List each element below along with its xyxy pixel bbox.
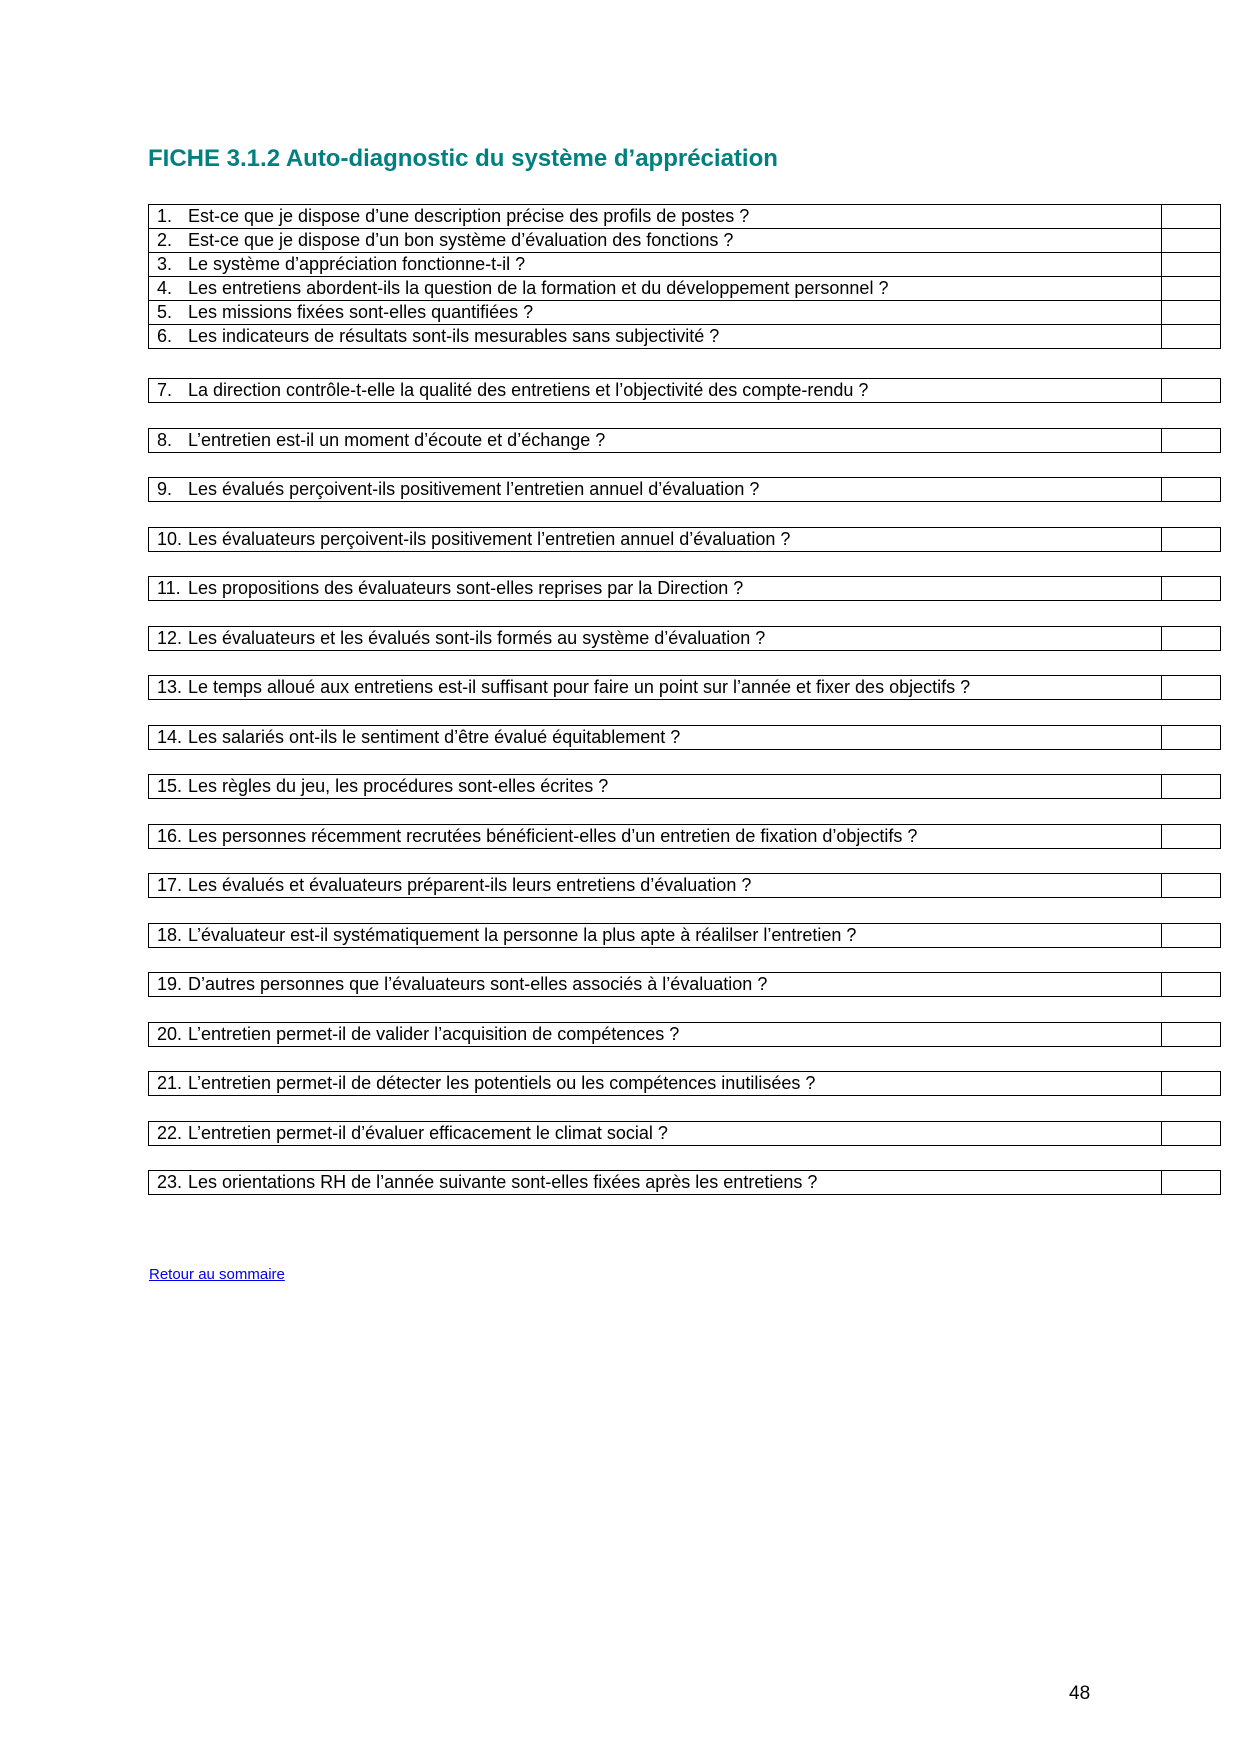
question-number: 3. — [157, 254, 173, 274]
answer-cell[interactable] — [1162, 205, 1221, 229]
question-table — [148, 1022, 1221, 1047]
question-cell — [149, 874, 1162, 898]
table-row — [149, 824, 1221, 848]
question-text: Les entretiens abordent-ils la question de la formation et du développement personnel ? — [188, 278, 889, 298]
question-cell — [149, 277, 1162, 301]
table-row — [149, 478, 1221, 502]
question-text: L’entretien permet-il de détecter les potentiels ou les compétences inutilisées ? — [188, 1073, 816, 1093]
question-text: La direction contrôle-t-elle la qualité des entretiens et l’objectivité des compte-rendu ? — [188, 380, 869, 400]
question-number: 9. — [157, 479, 173, 499]
table-row — [149, 253, 1221, 277]
answer-cell[interactable] — [1162, 325, 1221, 349]
table-row — [149, 973, 1221, 997]
question-text: L’évaluateur est-il systématiquement la personne la plus apte à réalilser l’entretien ? — [188, 924, 857, 945]
answer-cell[interactable] — [1162, 527, 1221, 551]
table-row — [149, 1121, 1221, 1145]
table-row — [149, 725, 1221, 749]
page-number: 48 — [1069, 1683, 1091, 1704]
question-cell — [149, 824, 1162, 848]
question-number: 21. — [157, 1073, 183, 1093]
answer-cell[interactable] — [1162, 874, 1221, 898]
question-number: 7. — [157, 380, 173, 400]
table-row — [149, 676, 1221, 700]
answer-cell[interactable] — [1162, 725, 1221, 749]
question-number: 17. — [157, 875, 183, 895]
answer-cell[interactable] — [1162, 1072, 1221, 1096]
table-row — [149, 775, 1221, 799]
question-table — [148, 428, 1221, 453]
answer-cell[interactable] — [1162, 428, 1221, 452]
answer-cell[interactable] — [1162, 379, 1221, 403]
question-number: 20. — [157, 1023, 183, 1044]
question-table — [148, 626, 1221, 651]
question-text: Les évaluateurs perçoivent-ils positivement l’entretien annuel d’évaluation ? — [188, 528, 791, 549]
question-table — [148, 576, 1221, 601]
question-text: Est-ce que je dispose d’un bon système d’évaluation des fonctions ? — [188, 230, 734, 250]
question-text: Les orientations RH de l’année suivante sont-elles fixées après les entretiens ? — [188, 1172, 818, 1192]
table-row — [149, 379, 1221, 403]
question-text: Les indicateurs de résultats sont-ils mesurables sans subjectivité ? — [188, 326, 720, 346]
question-cell — [149, 527, 1162, 551]
question-cell — [149, 973, 1162, 997]
question-cell — [149, 1121, 1162, 1145]
question-table — [148, 527, 1221, 552]
question-number: 2. — [157, 230, 173, 250]
answer-cell[interactable] — [1162, 824, 1221, 848]
question-cell — [149, 379, 1162, 403]
answer-cell[interactable] — [1162, 277, 1221, 301]
question-cell — [149, 626, 1162, 650]
question-cell — [149, 676, 1162, 700]
question-table — [148, 923, 1221, 948]
question-table — [148, 873, 1221, 898]
table-row — [149, 428, 1221, 452]
answer-cell[interactable] — [1162, 577, 1221, 601]
question-text: Les évaluateurs et les évalués sont-ils formés au système d’évaluation ? — [188, 627, 766, 648]
question-cell — [149, 301, 1162, 325]
question-cell — [149, 478, 1162, 502]
answer-cell[interactable] — [1162, 923, 1221, 947]
table-row — [149, 874, 1221, 898]
answer-cell[interactable] — [1162, 253, 1221, 277]
answer-cell[interactable] — [1162, 229, 1221, 253]
table-row — [149, 1072, 1221, 1096]
question-cell — [149, 325, 1162, 349]
question-text: Les personnes récemment recrutées bénéficient-elles d’un entretien de fixation d’objectifs ? — [188, 825, 918, 846]
table-row — [149, 527, 1221, 551]
question-cell — [149, 1171, 1162, 1195]
answer-cell[interactable] — [1162, 676, 1221, 700]
table-row — [149, 923, 1221, 947]
question-number: 19. — [157, 974, 183, 994]
page-title: FICHE 3.1.2 Auto-diagnostic du système d’appréciation — [148, 145, 778, 172]
answer-cell[interactable] — [1162, 1171, 1221, 1195]
question-number: 23. — [157, 1172, 183, 1192]
question-text: Les évalués et évaluateurs préparent-ils leurs entretiens d’évaluation ? — [188, 875, 752, 895]
table-row — [149, 626, 1221, 650]
answer-cell[interactable] — [1162, 301, 1221, 325]
question-number: 11. — [157, 578, 181, 598]
question-text: D’autres personnes que l’évaluateurs sont-elles associés à l’évaluation ? — [188, 974, 768, 994]
answer-cell[interactable] — [1162, 775, 1221, 799]
question-cell — [149, 923, 1162, 947]
question-number: 13. — [157, 677, 183, 697]
question-number: 12. — [157, 627, 183, 648]
question-number: 14. — [157, 726, 183, 747]
question-number: 10. — [157, 528, 183, 549]
answer-cell[interactable] — [1162, 1022, 1221, 1046]
question-number: 15. — [157, 776, 183, 796]
question-text: L’entretien est-il un moment d’écoute et d’échange ? — [188, 429, 606, 450]
question-text: Les évalués perçoivent-ils positivement l’entretien annuel d’évaluation ? — [188, 479, 760, 499]
question-table — [148, 675, 1221, 700]
question-text: L’entretien permet-il d’évaluer efficacement le climat social ? — [188, 1122, 668, 1143]
question-number: 22. — [157, 1122, 183, 1143]
answer-cell[interactable] — [1162, 478, 1221, 502]
question-cell — [149, 205, 1162, 229]
question-text: Les propositions des évaluateurs sont-elles reprises par la Direction ? — [188, 578, 744, 598]
table-row — [149, 301, 1221, 325]
question-cell — [149, 428, 1162, 452]
question-table — [148, 824, 1221, 849]
question-text: L’entretien permet-il de valider l’acquisition de compétences ? — [188, 1023, 680, 1044]
table-row — [149, 205, 1221, 229]
question-table — [148, 378, 1221, 403]
question-text: Les règles du jeu, les procédures sont-elles écrites ? — [188, 776, 609, 796]
question-cell — [149, 577, 1162, 601]
question-cell — [149, 229, 1162, 253]
question-table — [148, 1071, 1221, 1096]
table-row — [149, 1022, 1221, 1046]
question-cell — [149, 1072, 1162, 1096]
table-row — [149, 229, 1221, 253]
table-row — [149, 277, 1221, 301]
question-table — [148, 1121, 1221, 1146]
question-number: 4. — [157, 278, 173, 298]
question-text: Les salariés ont-ils le sentiment d’être évalué équitablement ? — [188, 726, 681, 747]
question-table — [148, 972, 1221, 997]
question-cell — [149, 253, 1162, 277]
question-text: Les missions fixées sont-elles quantifiées ? — [188, 302, 534, 322]
table-row — [149, 1171, 1221, 1195]
table-row — [149, 325, 1221, 349]
questions-table-1-6 — [148, 204, 1221, 349]
question-number: 16. — [157, 825, 183, 846]
question-number: 8. — [157, 429, 173, 450]
answer-cell[interactable] — [1162, 626, 1221, 650]
question-text: Le système d’appréciation fonctionne-t-il ? — [188, 254, 526, 274]
question-table — [148, 477, 1221, 502]
question-number: 6. — [157, 326, 173, 346]
question-number: 5. — [157, 302, 173, 322]
question-number: 18. — [157, 924, 183, 945]
question-text: Est-ce que je dispose d’une description précise des profils de postes ? — [188, 206, 750, 226]
answer-cell[interactable] — [1162, 1121, 1221, 1145]
question-text: Le temps alloué aux entretiens est-il suffisant pour faire un point sur l’année et fixer des objectifs ? — [188, 677, 971, 697]
question-table — [148, 1170, 1221, 1195]
question-cell — [149, 775, 1162, 799]
answer-cell[interactable] — [1162, 973, 1221, 997]
question-cell — [149, 1022, 1162, 1046]
back-to-summary-link[interactable]: Retour au sommaire — [149, 1266, 285, 1283]
table-row — [149, 577, 1221, 601]
question-table — [148, 774, 1221, 799]
question-cell — [149, 725, 1162, 749]
question-number: 1. — [157, 206, 173, 226]
question-table — [148, 725, 1221, 750]
